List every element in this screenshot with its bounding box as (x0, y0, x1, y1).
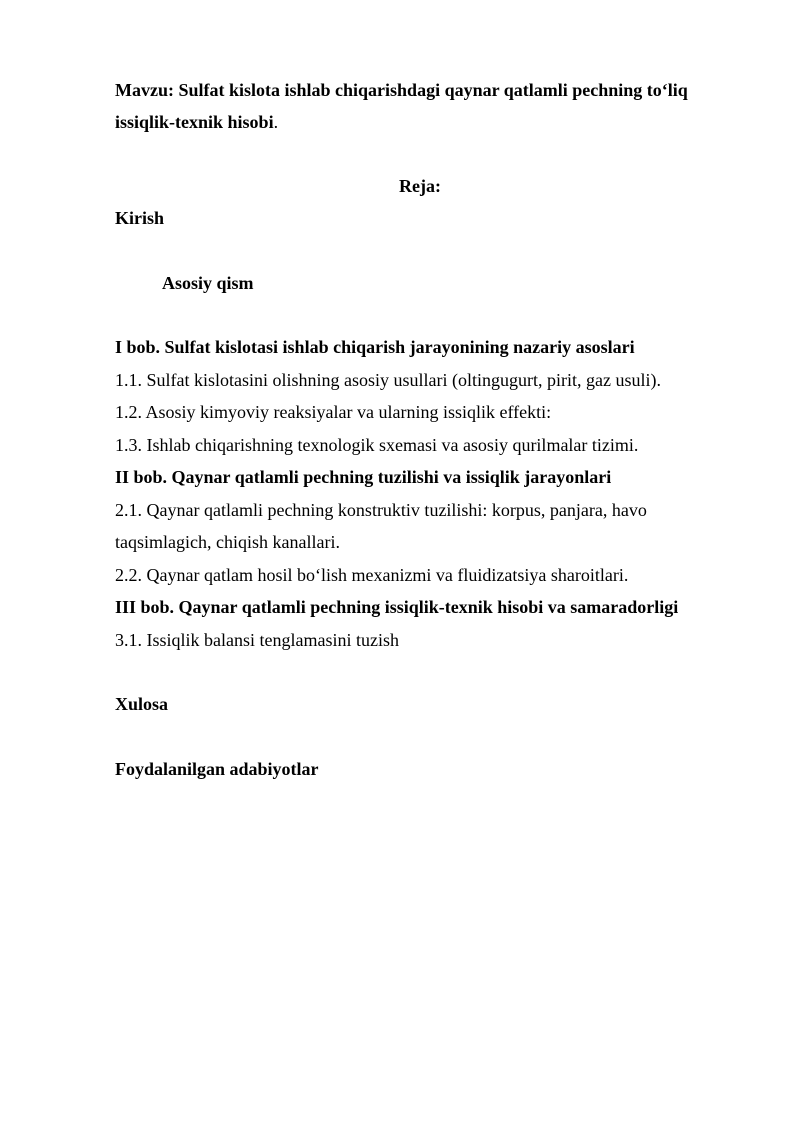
plan-heading: Reja: (399, 176, 441, 196)
spacer (115, 656, 725, 688)
intro-heading: Kirish (115, 208, 165, 228)
spacer (115, 299, 725, 331)
chapter-1-title: I bob. Sulfat kislotasi ishlab chiqarish jarayonining nazariy asoslari (115, 337, 635, 357)
chapter-2-title: II bob. Qaynar qatlamli pechning tuzilishi va issiqlik jarayonlari (115, 467, 612, 487)
title-text: Mavzu: Sulfat kislota ishlab chiqarishdagi qaynar qatlamli pechning to‘liq issiqlik-texnik hisobi (115, 80, 688, 132)
references-heading: Foydalanilgan adabiyotlar (115, 758, 319, 779)
section-1-1: 1.1. Sulfat kislotasini olishning asosiy usullari (oltingugurt, pirit, gaz usuli). (115, 369, 661, 390)
main-part-heading: Asosiy qism (162, 272, 254, 293)
section-1-3: 1.3. Ishlab chiqarishning texnologik sxemasi va asosiy qurilmalar tizimi. (115, 434, 639, 455)
title-period: . (273, 112, 279, 132)
document-page (115, 74, 725, 785)
chapter-3-title: III bob. Qaynar qatlamli pechning issiqlik-texnik hisobi va samaradorligi (115, 597, 679, 617)
section-1-2: 1.2. Asosiy kimyoviy reaksiyalar va ularning issiqlik effekti: (115, 402, 552, 422)
spacer (115, 138, 725, 170)
section-3-1: 3.1. Issiqlik balansi tenglamasini tuzish (115, 629, 399, 650)
spacer (115, 721, 725, 753)
section-2-1: 2.1. Qaynar qatlamli pechning konstruktiv tuzilishi: korpus, panjara, havo taqsimlagich, chiqish kanallari. (115, 499, 647, 552)
section-2-2: 2.2. Qaynar qatlam hosil bo‘lish mexanizmi va fluidizatsiya sharoitlari. (115, 564, 629, 585)
conclusion-heading: Xulosa (115, 694, 169, 714)
document-title (115, 74, 725, 138)
spacer (115, 235, 725, 267)
